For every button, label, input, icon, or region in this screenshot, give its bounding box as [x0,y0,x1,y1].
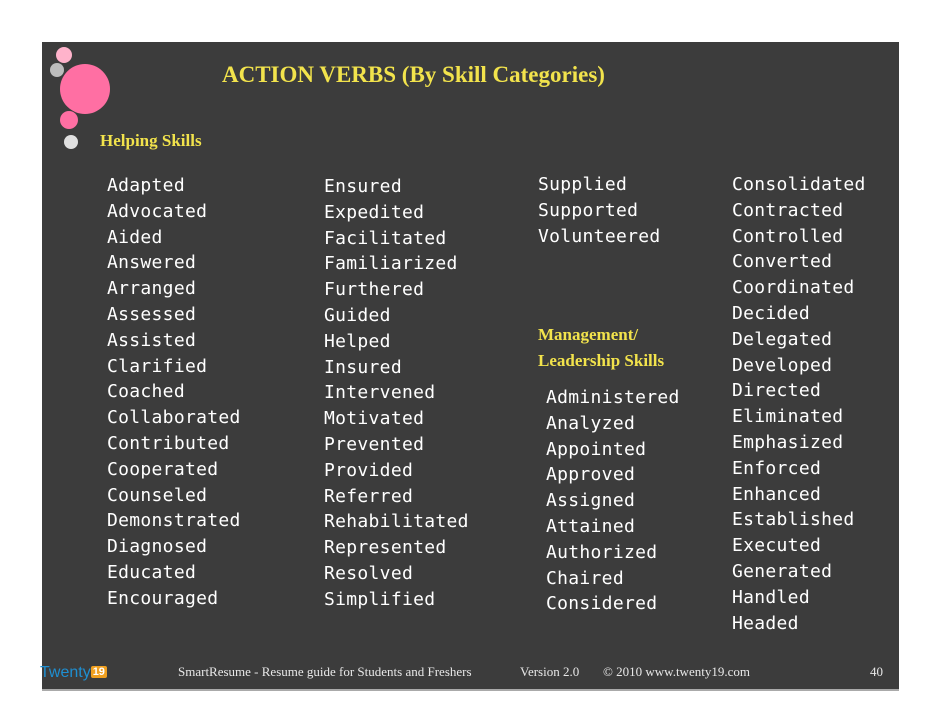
action-verb: Facilitated [324,227,447,249]
action-verb: Analyzed [546,412,636,434]
action-verb: Generated [732,560,833,582]
footer-guide-text: SmartResume - Resume guide for Students and Freshers [178,664,472,679]
action-verb: Supplied [538,174,628,195]
action-verb: Developed [732,354,833,376]
action-verb: Provided [324,459,414,481]
action-verb: Aided [107,226,163,248]
action-verb: Emphasized [732,431,844,453]
action-verb: Converted [732,251,833,273]
action-verb: Approved [546,464,636,486]
action-verb: Eliminated [732,406,844,428]
action-verb: Executed [732,535,822,557]
decorative-bubble [60,64,110,114]
action-verb: Assessed [107,303,197,325]
action-verb: Insured [324,356,402,378]
action-verb: Cooperated [107,458,219,480]
action-verb: Helped [324,330,391,352]
footer-version: Version 2.0 [520,664,580,679]
management-skills-heading-line2: Leadership Skills [538,351,665,370]
action-verb: Intervened [324,382,436,404]
action-verb: Familiarized [324,253,458,275]
action-verb: Contracted [732,199,844,221]
action-verb: Headed [732,612,799,634]
action-verb: Handled [732,586,810,608]
management-skills-heading: Management/ [538,325,639,344]
action-verb: Ensured [324,176,402,197]
footer-copyright: © 2010 www.twenty19.com [603,664,750,679]
action-verb: Authorized [546,541,658,563]
management-skills-column-2 [732,172,866,636]
action-verb: Simplified [324,588,436,610]
management-skills-column-1 [546,385,680,617]
action-verb: Enhanced [732,483,822,505]
action-verb: Established [732,509,855,531]
action-verb: Adapted [107,175,185,196]
action-verb: Collaborated [107,407,241,429]
twenty19-logo [40,664,107,682]
action-verb: Advocated [107,200,208,222]
logo-badge: 19 [92,666,105,678]
action-verb: Directed [732,380,822,402]
action-verb: Demonstrated [107,510,241,532]
decorative-bubble [64,135,78,149]
action-verb: Assisted [107,329,197,351]
action-verb: Supported [538,199,639,221]
helping-skills-column-1 [107,173,241,612]
action-verb: Referred [324,485,414,507]
action-verb: Prevented [324,433,425,455]
action-verb: Consolidated [732,174,866,195]
action-verb: Controlled [732,225,844,247]
action-verb: Enforced [732,457,822,479]
action-verb: Motivated [324,408,425,430]
action-verb: Furthered [324,279,425,301]
action-verb: Diagnosed [107,536,208,558]
action-verb: Counseled [107,484,208,506]
action-verb: Expedited [324,201,425,223]
decorative-bubble [56,47,72,63]
action-verb: Rehabilitated [324,511,469,533]
action-verb: Coordinated [732,277,855,299]
action-verb: Volunteered [538,225,661,247]
footer-page-number: 40 [870,664,883,679]
action-verb: Arranged [107,278,197,300]
decorative-bubble [50,63,64,77]
action-verb: Chaired [546,567,624,589]
helping-skills-heading: Helping Skills [100,131,202,150]
helping-skills-column-3 [538,172,661,249]
action-verb: Attained [546,515,636,537]
action-verb: Coached [107,381,185,403]
action-verb: Delegated [732,328,833,350]
action-verb: Answered [107,252,197,274]
action-verb: Contributed [107,432,230,454]
footer-divider [42,689,899,691]
action-verb: Encouraged [107,587,219,609]
action-verb: Assigned [546,490,636,512]
action-verb: Represented [324,537,447,559]
helping-skills-column-2 [324,174,469,613]
action-verb: Guided [324,304,391,326]
action-verb: Decided [732,302,810,324]
action-verb: Educated [107,561,197,583]
action-verb: Clarified [107,355,208,377]
action-verb: Administered [546,387,680,408]
action-verb: Considered [546,593,658,615]
logo-text: Twenty [40,664,91,681]
action-verb: Appointed [546,438,647,460]
action-verb: Resolved [324,562,414,584]
decorative-bubble [60,111,78,129]
slide-title: ACTION VERBS (By Skill Categories) [222,62,605,87]
